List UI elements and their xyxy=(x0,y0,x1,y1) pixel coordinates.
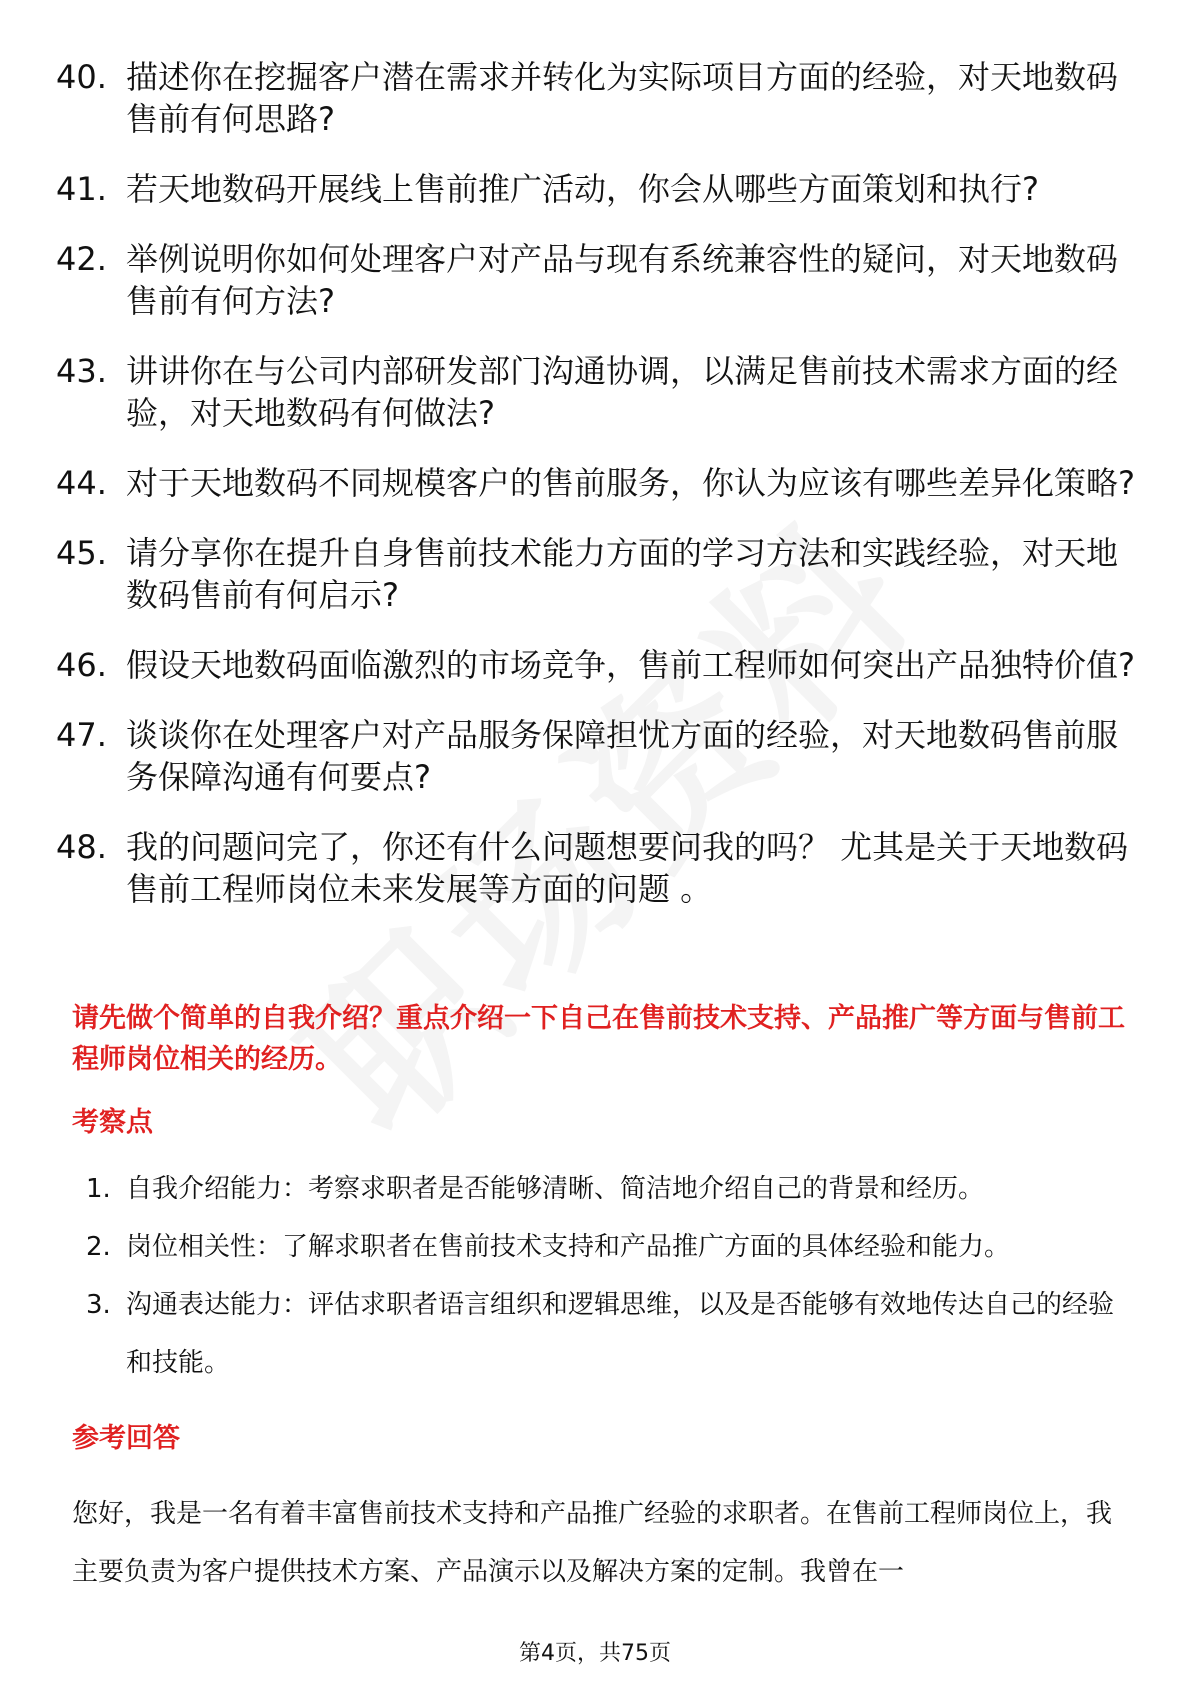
point-number: 3. xyxy=(86,1290,111,1320)
list-item xyxy=(56,350,1136,434)
point-text: 自我介绍能力：考察求职者是否能够清晰、简洁地介绍自己的背景和经历。 xyxy=(126,1174,985,1204)
list-item xyxy=(86,1160,1136,1218)
answer-label: 参考回答 xyxy=(72,1423,180,1454)
question-text: 对于天地数码不同规模客户的售前服务，你认为应该有哪些差异化策略? xyxy=(126,464,1135,502)
point-text: 岗位相关性：了解求职者在售前技术支持和产品推广方面的具体经验和能力。 xyxy=(126,1232,1011,1262)
point-number: 2. xyxy=(86,1232,111,1262)
list-item xyxy=(56,644,1136,686)
list-item xyxy=(56,462,1136,504)
page-footer: 第4页，共75页 xyxy=(519,1641,671,1666)
question-text: 谈谈你在处理客户对产品服务保障担忧方面的经验，对天地数码售前服务保障沟通有何要点? xyxy=(126,716,1119,796)
question-number: 42. xyxy=(56,240,107,278)
question-text: 描述你在挖掘客户潜在需求并转化为实际项目方面的经验，对天地数码售前有何思路? xyxy=(126,58,1119,138)
list-item xyxy=(86,1276,1136,1392)
points-label: 考察点 xyxy=(72,1107,153,1138)
list-item xyxy=(86,1218,1136,1276)
list-item xyxy=(56,168,1136,210)
question-text: 若天地数码开展线上售前推广活动，你会从哪些方面策划和执行? xyxy=(126,170,1039,208)
list-item xyxy=(56,714,1136,798)
list-item xyxy=(56,826,1136,910)
question-text: 我的问题问完了，你还有什么问题想要问我的吗？ 尤其是关于天地数码售前工程师岗位未来发展等方面的问题 。 xyxy=(126,828,1129,908)
question-list xyxy=(56,56,1136,938)
question-text: 举例说明你如何处理客户对产品与现有系统兼容性的疑问，对天地数码售前有何方法? xyxy=(126,240,1119,320)
question-number: 48. xyxy=(56,828,107,866)
question-number: 45. xyxy=(56,534,107,572)
answer-text: 您好，我是一名有着丰富售前技术支持和产品推广经验的求职者。在售前工程师岗位上，我主要负责为客户提供技术方案、产品演示以及解决方案的定制。我曾在一 xyxy=(72,1499,1113,1587)
list-item xyxy=(56,56,1136,140)
section-title: 请先做个简单的自我介绍？重点介绍一下自己在售前技术支持、产品推广等方面与售前工程师岗位相关的经历。 xyxy=(72,1003,1125,1075)
list-item xyxy=(56,532,1136,616)
question-text: 请分享你在提升自身售前技术能力方面的学习方法和实践经验，对天地数码售前有何启示? xyxy=(126,534,1119,614)
question-number: 40. xyxy=(56,58,107,96)
question-text: 假设天地数码面临激烈的市场竞争，售前工程师如何突出产品独特价值? xyxy=(126,646,1135,684)
point-text: 沟通表达能力：评估求职者语言组织和逻辑思维，以及是否能够有效地传达自己的经验和技能。 xyxy=(126,1290,1115,1378)
question-number: 41. xyxy=(56,170,107,208)
list-item xyxy=(56,238,1136,322)
question-number: 44. xyxy=(56,464,107,502)
question-number: 46. xyxy=(56,646,107,684)
points-list xyxy=(86,1160,1136,1392)
question-number: 47. xyxy=(56,716,107,754)
question-number: 43. xyxy=(56,352,107,390)
point-number: 1. xyxy=(86,1174,111,1204)
question-text: 讲讲你在与公司内部研发部门沟通协调，以满足售前技术需求方面的经验，对天地数码有何做法? xyxy=(126,352,1119,432)
